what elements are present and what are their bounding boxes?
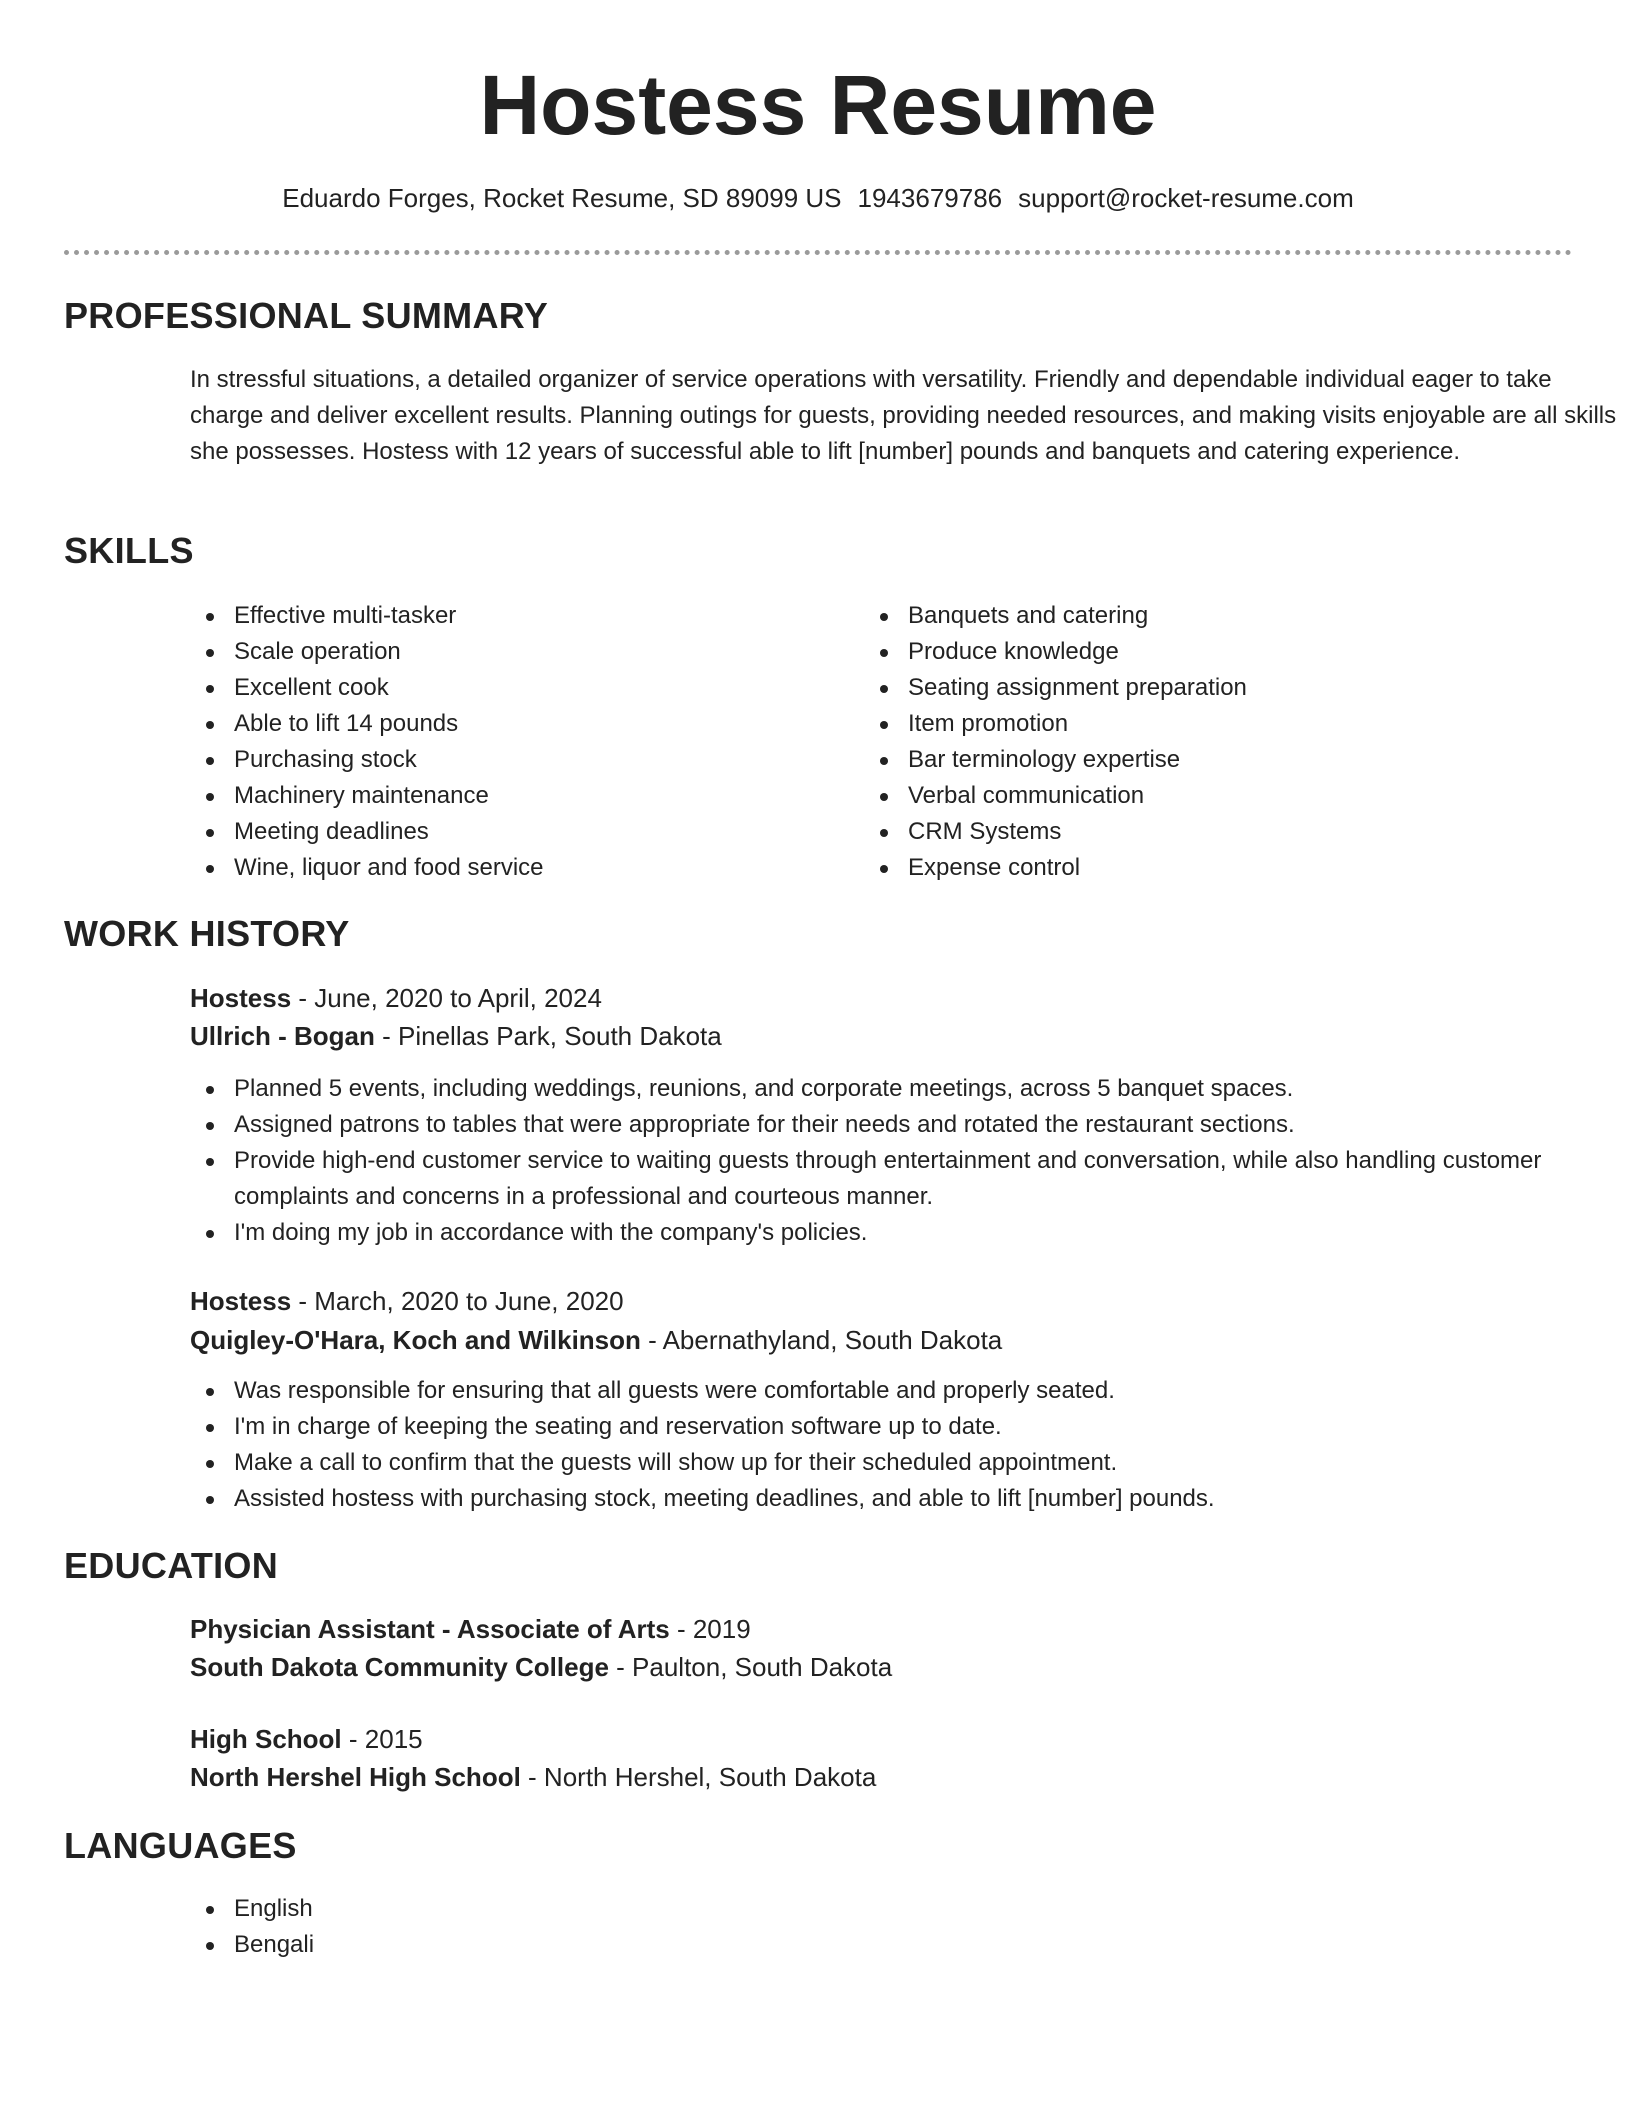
contact-email: support@rocket-resume.com — [1018, 183, 1354, 213]
job-location: - Pinellas Park, South Dakota — [374, 1021, 722, 1051]
summary-text: In stressful situations, a detailed organizer of service operations with versatility. Friendly and dependable individual eager to take charge and deliver excellent results. Planning outings for guests, providing needed resources, and making visits enjoyable are all skills she possesses. Hostess with 12 years of successful able to lift [number] pounds and banquets and catering experience. — [190, 366, 1617, 465]
contact-phone: 1943679786 — [857, 183, 1003, 213]
skill-item: Bar terminology expertise — [864, 742, 1544, 778]
skill-item: Verbal communication — [864, 778, 1544, 814]
skill-item: Purchasing stock — [190, 742, 870, 778]
work-history-heading: WORK HISTORY — [64, 913, 350, 954]
duty-item: Assisted hostess with purchasing stock, meeting deadlines, and able to lift [number] pounds. — [190, 1481, 1570, 1517]
job-duties — [190, 1373, 1570, 1517]
education-school-line — [190, 1758, 876, 1796]
duty-item: Planned 5 events, including weddings, reunions, and corporate meetings, across 5 banquet spaces. — [190, 1071, 1570, 1107]
languages-heading: LANGUAGES — [64, 1825, 297, 1866]
language-item: English — [190, 1891, 870, 1927]
skill-item: Expense control — [864, 850, 1544, 886]
job-company: Quigley-O'Hara, Koch and Wilkinson — [190, 1325, 641, 1355]
job-dates: - June, 2020 to April, 2024 — [291, 983, 602, 1013]
skill-item: CRM Systems — [864, 814, 1544, 850]
skill-item: Able to lift 14 pounds — [190, 706, 870, 742]
education-school-line — [190, 1648, 892, 1686]
skill-item: Meeting deadlines — [190, 814, 870, 850]
contact-address: Eduardo Forges, Rocket Resume, SD 89099 US — [282, 183, 842, 213]
skill-item: Scale operation — [190, 634, 870, 670]
skill-item: Produce knowledge — [864, 634, 1544, 670]
education-school: South Dakota Community College — [190, 1652, 609, 1682]
duty-item: Was responsible for ensuring that all guests were comfortable and properly seated. — [190, 1373, 1570, 1409]
summary-heading: PROFESSIONAL SUMMARY — [64, 295, 549, 336]
job-dates: - March, 2020 to June, 2020 — [291, 1286, 624, 1316]
duty-item: Assigned patrons to tables that were appropriate for their needs and rotated the restaurant sections. — [190, 1107, 1570, 1143]
job-title-line — [190, 1282, 624, 1320]
skills-right-column — [864, 598, 1544, 886]
education-year: - 2019 — [669, 1614, 751, 1644]
education-year: - 2015 — [341, 1724, 423, 1754]
skill-item: Excellent cook — [190, 670, 870, 706]
skill-item: Seating assignment preparation — [864, 670, 1544, 706]
duty-item: Make a call to confirm that the guests will show up for their scheduled appointment. — [190, 1445, 1570, 1481]
contact-line — [64, 180, 1572, 216]
job-location: - Abernathyland, South Dakota — [640, 1325, 1003, 1355]
header-divider — [64, 250, 1572, 255]
job-title: Hostess — [190, 983, 292, 1013]
education-school: North Hershel High School — [190, 1762, 521, 1792]
skill-item: Machinery maintenance — [190, 778, 870, 814]
education-location: - North Hershel, South Dakota — [520, 1762, 877, 1792]
job-company-line — [190, 1321, 1002, 1359]
skill-item: Wine, liquor and food service — [190, 850, 870, 886]
skills-heading: SKILLS — [64, 530, 194, 571]
education-degree: High School — [190, 1724, 342, 1754]
education-location: - Paulton, South Dakota — [608, 1652, 893, 1682]
duty-item: I'm in charge of keeping the seating and reservation software up to date. — [190, 1409, 1570, 1445]
language-item: Bengali — [190, 1927, 870, 1963]
education-degree: Physician Assistant - Associate of Arts — [190, 1614, 670, 1644]
duty-item: I'm doing my job in accordance with the company's policies. — [190, 1215, 1570, 1251]
education-degree-line — [190, 1720, 423, 1758]
job-duties — [190, 1071, 1570, 1251]
resume-title: Hostess Resume — [479, 58, 1157, 152]
education-heading: EDUCATION — [64, 1545, 279, 1586]
duty-item: Provide high-end customer service to waiting guests through entertainment and conversation, while also handling customer complaints and concerns in a professional and courteous manner. — [190, 1143, 1570, 1215]
job-title: Hostess — [190, 1286, 292, 1316]
skill-item: Banquets and catering — [864, 598, 1544, 634]
skills-left-column — [190, 598, 870, 886]
skill-item: Effective multi-tasker — [190, 598, 870, 634]
skill-item: Item promotion — [864, 706, 1544, 742]
job-title-line — [190, 979, 602, 1017]
languages-list — [190, 1891, 870, 1963]
education-degree-line — [190, 1610, 751, 1648]
job-company-line — [190, 1017, 722, 1055]
job-company: Ullrich - Bogan — [190, 1021, 375, 1051]
